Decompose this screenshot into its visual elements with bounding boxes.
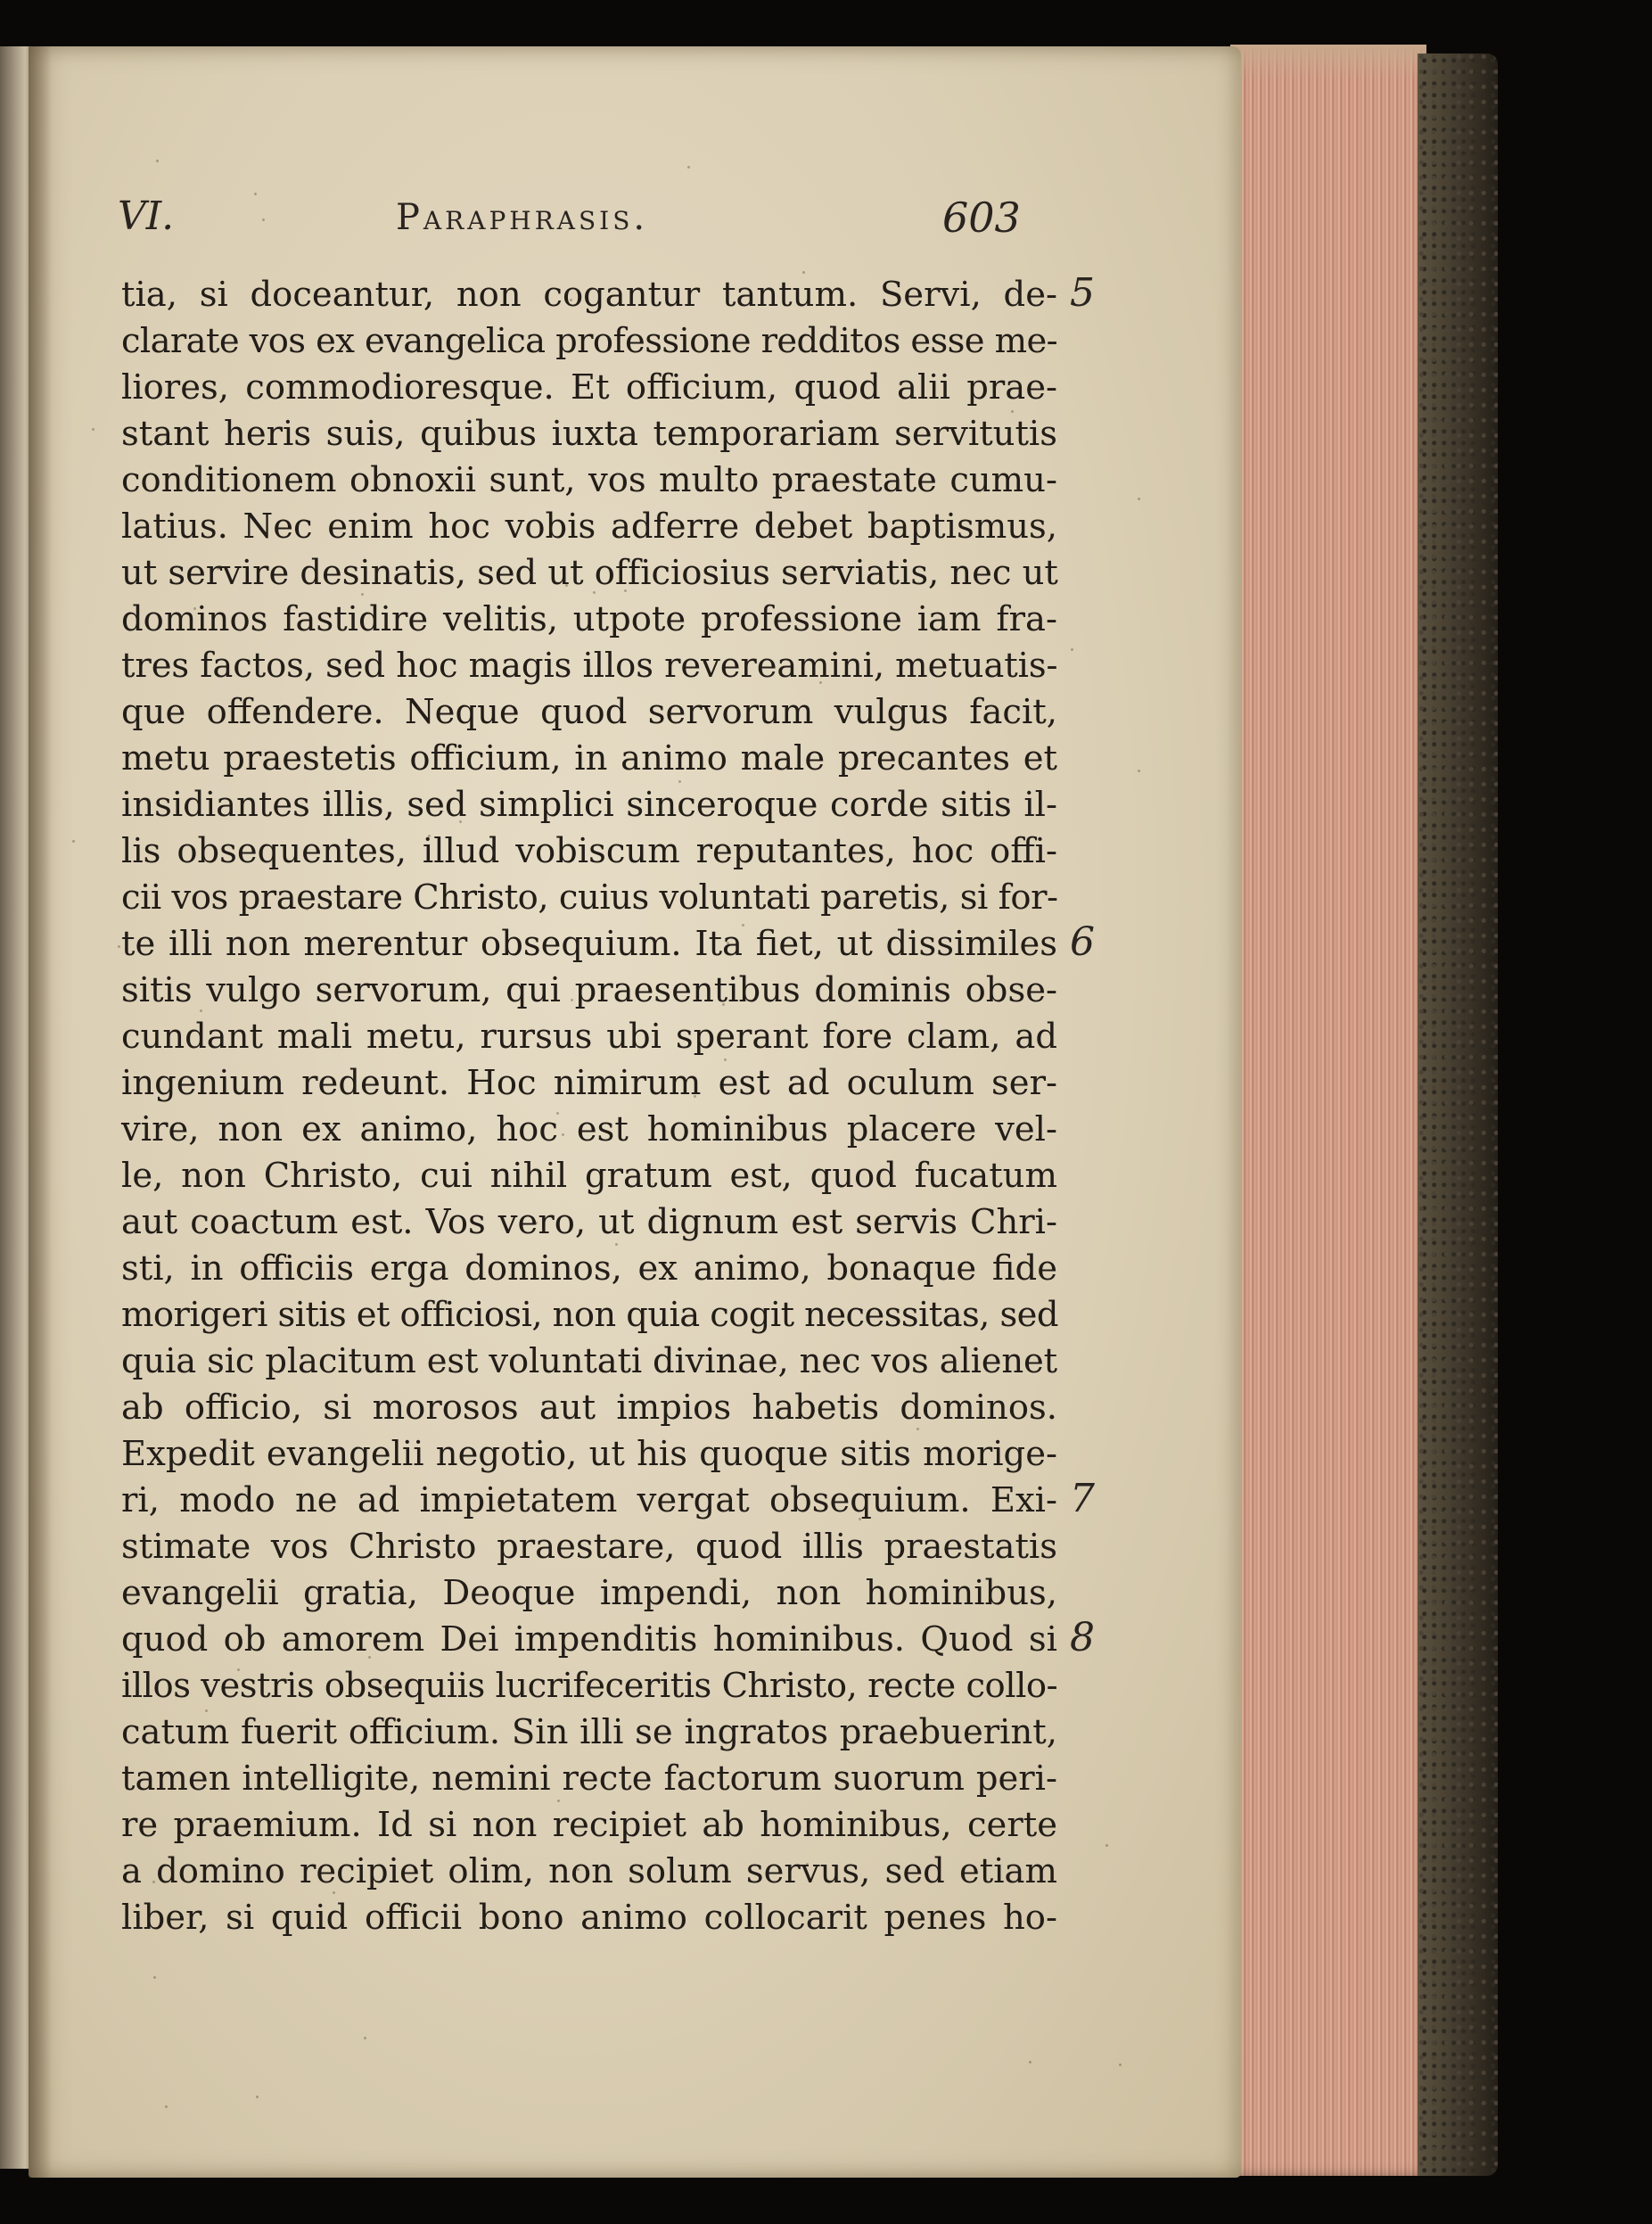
paper-speck bbox=[565, 584, 568, 587]
text-line: te illi non merentur obsequium. Ita fiet, ut dissimiles bbox=[121, 924, 1057, 964]
text-line: aut coactum est. Vos vero, ut dignum est servis Chri- bbox=[121, 1202, 1057, 1242]
paper-speck bbox=[254, 193, 257, 195]
text-line: tia, si doceantur, non cogantur tantum. Servi, de- bbox=[121, 275, 1057, 315]
paper-speck bbox=[899, 383, 901, 385]
text-line: ab officio, si morosos aut impios habetis dominos. bbox=[121, 1388, 1057, 1428]
paper-speck bbox=[361, 593, 364, 596]
book-page bbox=[29, 46, 1241, 2178]
verse-numbers bbox=[29, 46, 1241, 2178]
text-line: ri, modo ne ad impietatem vergat obsequium. Exi- bbox=[121, 1480, 1057, 1520]
paper-speck bbox=[262, 218, 265, 221]
paper-speck bbox=[668, 1784, 670, 1787]
paper-speck bbox=[118, 945, 120, 948]
paper-speck bbox=[256, 2096, 259, 2098]
paper-speck bbox=[904, 1403, 907, 1405]
text-line: ingenium redeunt. Hoc nimirum est ad oculum ser- bbox=[121, 1063, 1057, 1103]
paper-speck bbox=[615, 1243, 618, 1246]
text-line: a domino recipiet olim, non solum servus, sed etiam bbox=[121, 1851, 1057, 1891]
text-line: conditionem obnoxii sunt, vos multo praestate cumu- bbox=[121, 460, 1057, 500]
text-line: metu praestetis officium, in animo male precantes et bbox=[121, 738, 1057, 778]
text-line: tamen intelligite, nemini recte factorum suorum peri- bbox=[121, 1759, 1057, 1799]
text-line: sitis vulgo servorum, qui praesentibus dominis obse- bbox=[121, 970, 1057, 1010]
text-line: morigeri sitis et officiosi, non quia cogit necessitas, sed bbox=[121, 1295, 1058, 1335]
paper-speck bbox=[368, 1656, 371, 1659]
paper-speck bbox=[165, 2105, 168, 2108]
paper-speck bbox=[237, 1668, 240, 1671]
paper-speck bbox=[829, 1416, 832, 1419]
verse-number: 8 bbox=[1070, 1615, 1095, 1660]
running-title: Paraphrasis. bbox=[396, 197, 649, 238]
verse-number: 7 bbox=[1070, 1476, 1095, 1521]
text-line: latius. Nec enim hoc vobis adferre debet baptismus, bbox=[121, 507, 1057, 547]
text-line: tres factos, sed hoc magis illos revereamini, metuatis- bbox=[121, 646, 1058, 686]
text-line: liores, commodioresque. Et officium, quod alii prae- bbox=[121, 367, 1057, 408]
paper-speck bbox=[806, 1863, 809, 1866]
paper-speck bbox=[687, 166, 690, 169]
text-line: ut servire desinatis, sed ut officiosius serviatis, nec ut bbox=[121, 553, 1058, 593]
paper-speck bbox=[1105, 1844, 1108, 1847]
text-line: insidiantes illis, sed simplici sinceroque corde sitis il- bbox=[121, 785, 1057, 825]
text-line: stant heris suis, quibus iuxta temporariam servitutis bbox=[121, 414, 1057, 454]
paper-speck bbox=[200, 1009, 202, 1012]
text-line: evangelii gratia, Deoque impendi, non hominibus, bbox=[121, 1573, 1057, 1613]
text-line: le, non Christo, cui nihil gratum est, quod fucatum bbox=[121, 1156, 1057, 1196]
text-line: vire, non ex animo, hoc est hominibus placere vel- bbox=[121, 1109, 1057, 1149]
verse-number: 6 bbox=[1070, 919, 1095, 965]
paper-speck bbox=[72, 840, 75, 843]
paper-speck bbox=[92, 428, 95, 431]
gutter-shadow bbox=[29, 46, 52, 2178]
fore-edge-shade bbox=[1230, 45, 1426, 80]
paper-speck bbox=[742, 924, 744, 927]
verse-number: 5 bbox=[1070, 270, 1095, 316]
book-cover-edge bbox=[1418, 54, 1498, 2176]
text-line: dominos fastidire velitis, utpote professione iam fra- bbox=[121, 599, 1057, 639]
paper-speck bbox=[819, 681, 822, 684]
paper-speck bbox=[577, 1868, 579, 1871]
text-line: liber, si quid officii bono animo collocarit penes ho- bbox=[121, 1898, 1057, 1938]
paper-speck bbox=[205, 1709, 208, 1712]
text-line: que offendere. Neque quod servorum vulgus facit, bbox=[121, 692, 1057, 732]
paper-speck bbox=[722, 1003, 725, 1006]
paper-speck bbox=[859, 1518, 861, 1520]
text-line: clarate vos ex evangelica professione redditos esse me- bbox=[121, 321, 1057, 361]
paper-speck bbox=[1138, 770, 1140, 772]
text-line: re praemium. Id si non recipiet ab hominibus, certe bbox=[121, 1805, 1057, 1845]
text-line: cundant mali metu, rursus ubi sperant fore clam, ad bbox=[121, 1017, 1057, 1057]
text-line: illos vestris obsequiis lucrifeceritis Christo, recte collo- bbox=[121, 1666, 1058, 1706]
paper-speck bbox=[1138, 498, 1140, 500]
page-number: 603 bbox=[942, 194, 1021, 242]
text-line: lis obsequentes, illud vobiscum reputantes, hoc offi- bbox=[121, 831, 1057, 871]
text-line: catum fuerit officium. Sin illi se ingratos praebuerint, bbox=[121, 1712, 1057, 1752]
text-line: stimate vos Christo praestare, quod illis praestatis bbox=[121, 1527, 1057, 1567]
text-line: quia sic placitum est voluntati divinae, nec vos alienet bbox=[121, 1341, 1057, 1381]
paper-speck bbox=[459, 820, 462, 823]
text-line: cii vos praestare Christo, cuius voluntati paretis, si for- bbox=[121, 877, 1058, 918]
text-line: Expedit evangelii negotio, ut his quoque sitis morige- bbox=[121, 1434, 1057, 1474]
paper-speck bbox=[1029, 2061, 1031, 2063]
book-fore-edge bbox=[1230, 45, 1426, 2176]
text-line: sti, in officiis erga dominos, ex animo, bonaque fide bbox=[121, 1248, 1057, 1289]
paper-speck bbox=[323, 1784, 325, 1787]
paper-speck bbox=[306, 908, 308, 910]
text-line: quod ob amorem Dei impenditis hominibus. Quod si bbox=[121, 1619, 1057, 1660]
chapter-label: VI. bbox=[118, 194, 175, 239]
